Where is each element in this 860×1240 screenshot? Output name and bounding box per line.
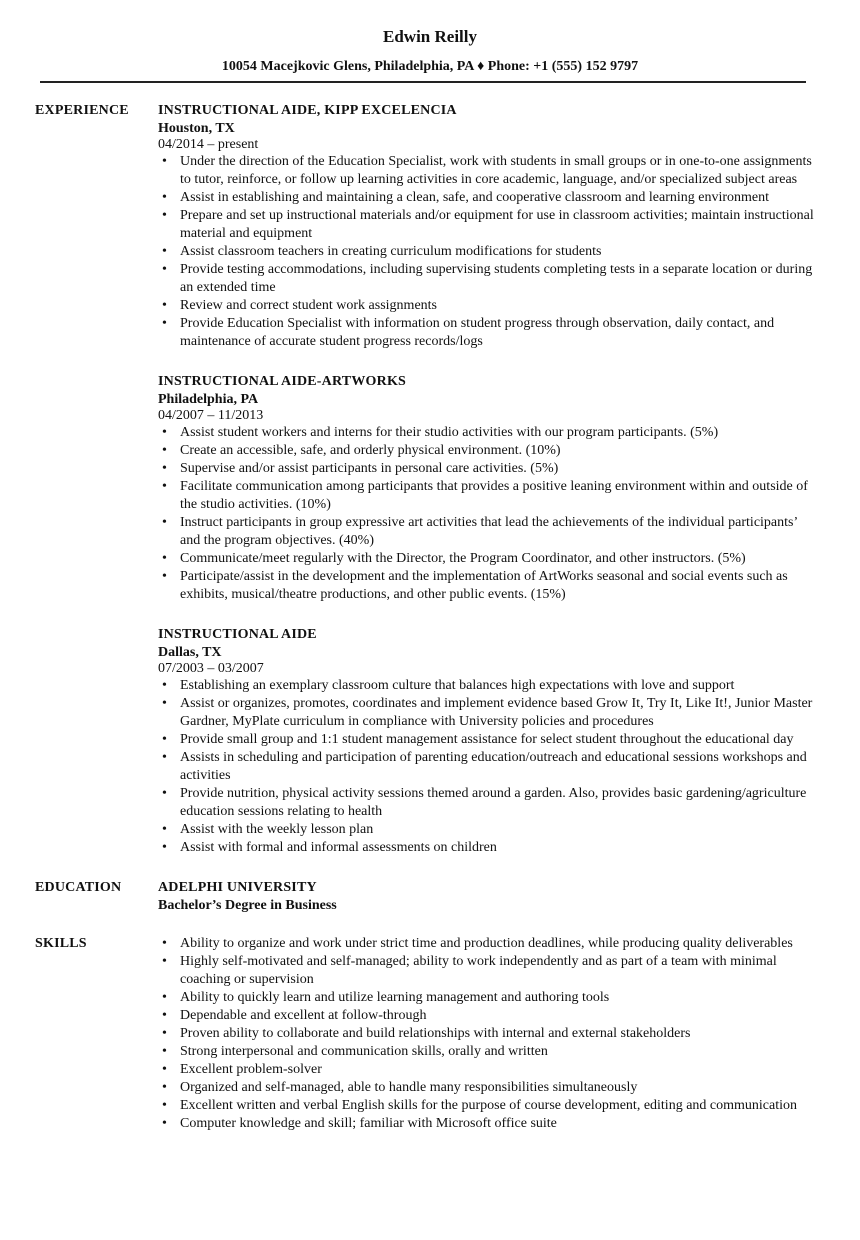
job-title: INSTRUCTIONAL AIDE	[158, 627, 317, 642]
job-dates: 07/2003 – 03/2007	[158, 661, 264, 676]
job-location: Houston, TX	[158, 121, 235, 136]
section-label-experience: EXPERIENCE	[35, 103, 129, 118]
bullet-item: • Assist with formal and informal assessments on children	[158, 839, 818, 857]
header-divider	[40, 81, 806, 83]
resume-header	[0, 0, 860, 76]
education-body	[158, 879, 818, 915]
bullet-item: • Prepare and set up instructional materials and/or equipment for use in classroom activities; maintain instructional material and equipment	[158, 207, 818, 243]
bullet-item: • Supervise and/or assist participants in personal care activities. (5%)	[158, 460, 818, 478]
bullet-item: • Provide small group and 1:1 student management assistance for select student throughout the educational day	[158, 731, 818, 749]
bullet-item: • Establishing an exemplary classroom culture that balances high expectations with love and support	[158, 677, 818, 695]
bullet-item: • Assists in scheduling and participation of parenting education/outreach and educational sessions workshops and activities	[158, 749, 818, 785]
skills-section	[35, 935, 860, 1133]
skill-item: • Ability to quickly learn and utilize learning management and authoring tools	[158, 989, 818, 1007]
skill-item: • Dependable and excellent at follow-through	[158, 1007, 818, 1025]
skill-item: • Excellent problem-solver	[158, 1061, 818, 1079]
bullet-item: • Communicate/meet regularly with the Director, the Program Coordinator, and other instructors. (5%)	[158, 550, 818, 568]
experience-section	[35, 102, 860, 857]
job-location: Philadelphia, PA	[158, 392, 259, 407]
contact-line: 10054 Macejkovic Glens, Philadelphia, PA ♦ Phone: +1 (555) 152 9797	[221, 59, 639, 74]
bullet-item: • Under the direction of the Education Specialist, work with students in small groups or in one-to-one assignments to tutor, reinforce, or follow up learning activities in core academic, language, and/or specialized subject areas	[158, 153, 818, 189]
job-entry	[158, 626, 818, 857]
skill-item: • Strong interpersonal and communication skills, orally and written	[158, 1043, 818, 1061]
skill-item: • Excellent written and verbal English skills for the purpose of course development, editing and communication	[158, 1097, 818, 1115]
job-bullets	[158, 424, 818, 604]
job-bullets	[158, 677, 818, 857]
bullet-item: • Facilitate communication among participants that provides a positive leaning environment within and outside of the studio activities. (10%)	[158, 478, 818, 514]
job-entry	[158, 373, 818, 604]
bullet-item: • Create an accessible, safe, and orderly physical environment. (10%)	[158, 442, 818, 460]
bullet-item: • Provide testing accommodations, including supervising students completing tests in a separate location or during an extended time	[158, 261, 818, 297]
degree-name: Bachelor’s Degree in Business	[158, 898, 337, 913]
bullet-item: • Assist or organizes, promotes, coordinates and implement evidence based Grow It, Try It, Like It!, Junior Master Gardner, MyPlate curriculum in compliance with University policies and procedures	[158, 695, 818, 731]
job-title: INSTRUCTIONAL AIDE-ARTWORKS	[158, 374, 407, 389]
experience-body	[158, 102, 818, 857]
section-label-skills: SKILLS	[35, 936, 87, 951]
bullet-item: • Assist with the weekly lesson plan	[158, 821, 818, 839]
bullet-item: • Assist in establishing and maintaining a clean, safe, and cooperative classroom and learning environment	[158, 189, 818, 207]
job-dates: 04/2014 – present	[158, 137, 259, 152]
skill-item: • Ability to organize and work under strict time and production deadlines, while producing quality deliverables	[158, 935, 818, 953]
bullet-item: • Assist student workers and interns for their studio activities with our program participants. (5%)	[158, 424, 818, 442]
bullet-item: • Assist classroom teachers in creating curriculum modifications for students	[158, 243, 818, 261]
bullet-item: • Instruct participants in group expressive art activities that lead the achievements of the individual participants’ and the program objectives. (40%)	[158, 514, 818, 550]
job-bullets	[158, 153, 818, 351]
bullet-item: • Review and correct student work assignments	[158, 297, 818, 315]
education-section	[35, 879, 860, 915]
skill-item: • Proven ability to collaborate and build relationships with internal and external stakeholders	[158, 1025, 818, 1043]
job-entry	[158, 102, 818, 351]
skills-list	[158, 935, 818, 1133]
bullet-item: • Participate/assist in the development and the implementation of ArtWorks seasonal and social events such as exhibits, musical/theatre productions, and other public events. (15%)	[158, 568, 818, 604]
candidate-name: Edwin Reilly	[383, 27, 477, 46]
bullet-item: • Provide Education Specialist with information on student progress through observation, daily contact, and maintenance of accurate student progress records/logs	[158, 315, 818, 351]
job-location: Dallas, TX	[158, 645, 222, 660]
skill-item: • Organized and self-managed, able to handle many responsibilities simultaneously	[158, 1079, 818, 1097]
section-label-education: EDUCATION	[35, 880, 122, 895]
skills-body	[158, 935, 818, 1133]
job-title: INSTRUCTIONAL AIDE, KIPP EXCELENCIA	[158, 103, 457, 118]
job-dates: 04/2007 – 11/2013	[158, 408, 264, 423]
skill-item: • Highly self-motivated and self-managed; ability to work independently and as part of a team with minimal coaching or supervision	[158, 953, 818, 989]
bullet-item: • Provide nutrition, physical activity sessions themed around a garden. Also, provides basic gardening/agriculture education sessions relating to health	[158, 785, 818, 821]
school-name: ADELPHI UNIVERSITY	[158, 880, 317, 895]
skill-item: • Computer knowledge and skill; familiar with Microsoft office suite	[158, 1115, 818, 1133]
